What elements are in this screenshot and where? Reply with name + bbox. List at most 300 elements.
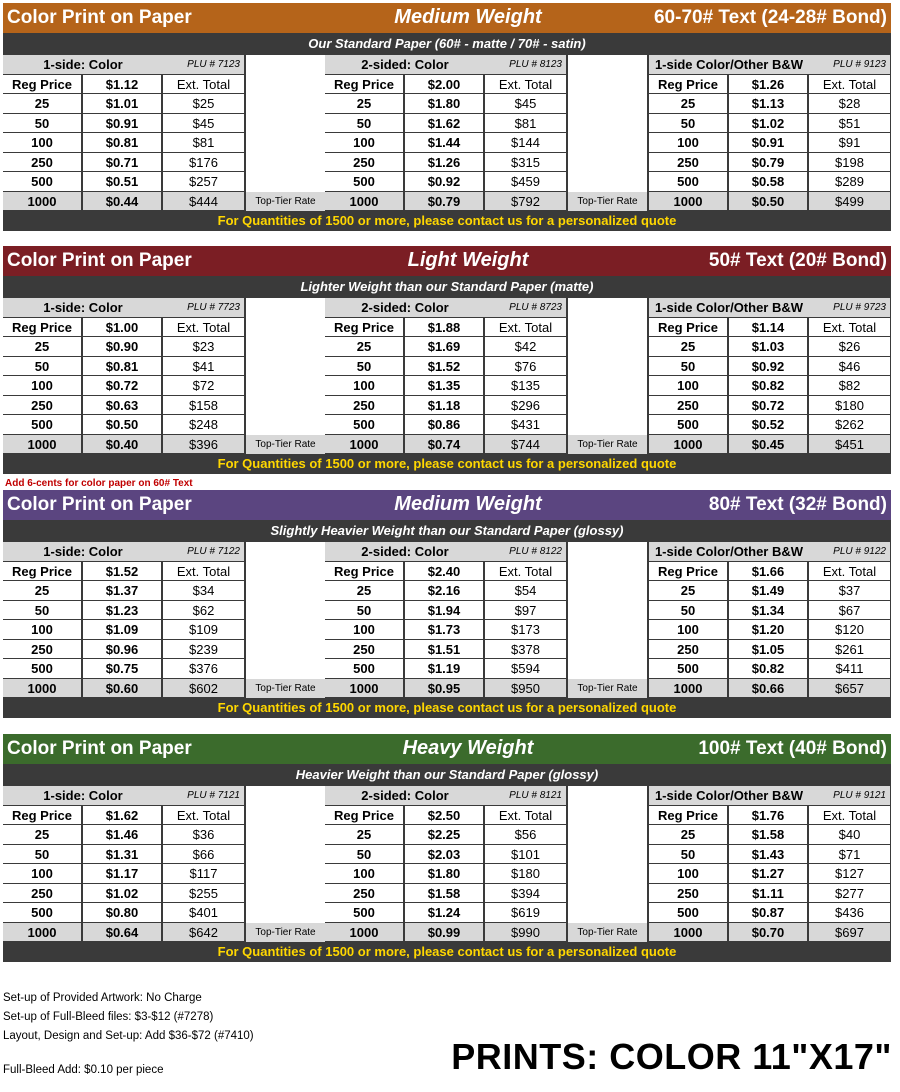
ext-total-cell: $56 xyxy=(514,827,537,842)
table-row xyxy=(649,94,890,114)
column-divider xyxy=(483,601,485,620)
price-table xyxy=(649,542,890,698)
quantity-cell: 250 xyxy=(31,397,53,413)
reg-price-label: Reg Price xyxy=(12,807,72,823)
price-table xyxy=(3,786,244,942)
table-name: 2-sided: Color xyxy=(361,57,449,72)
column-divider xyxy=(403,923,405,942)
ext-total-cell: $109 xyxy=(189,622,218,637)
quantity-cell: 250 xyxy=(353,885,375,901)
quantity-cell: 500 xyxy=(31,174,53,189)
quantity-cell: 250 xyxy=(353,641,375,657)
reg-price-label: Reg Price xyxy=(334,76,394,92)
price-table xyxy=(3,542,244,698)
column-divider xyxy=(81,114,83,133)
column-divider xyxy=(727,679,729,698)
price-table xyxy=(3,298,244,454)
table-row xyxy=(325,172,566,192)
ext-total-cell: $180 xyxy=(835,397,864,413)
plu-code: PLU # 7723 xyxy=(187,302,240,313)
plu-code: PLU # 9122 xyxy=(833,546,886,557)
quantity-cell: 250 xyxy=(677,154,699,170)
quote-notice: For Quantities of 1500 or more, please contact us for a personalized quote xyxy=(217,944,677,959)
column-divider xyxy=(483,337,485,356)
quantity-cell: 25 xyxy=(34,96,50,111)
price-table xyxy=(325,542,566,698)
column-divider xyxy=(727,337,729,356)
ext-total-cell: $26 xyxy=(838,339,861,354)
unit-price-cell: $1.19 xyxy=(427,661,461,676)
reg-price-label: Reg Price xyxy=(12,319,72,335)
table-header-row xyxy=(325,786,566,806)
table-row xyxy=(3,133,244,153)
reg-price-label: Reg Price xyxy=(658,319,718,335)
ext-total-cell: $296 xyxy=(511,397,540,413)
unit-price-cell: $0.79 xyxy=(427,193,461,209)
quantity-cell: 100 xyxy=(31,866,53,881)
table-row xyxy=(649,581,890,601)
column-divider xyxy=(403,679,405,698)
unit-price-cell: $0.95 xyxy=(427,680,461,696)
column-divider xyxy=(483,172,485,191)
ext-total-cell: $431 xyxy=(511,417,540,432)
unit-price-cell: $1.46 xyxy=(105,827,139,842)
table-header-row xyxy=(3,298,244,318)
column-divider xyxy=(403,94,405,113)
section-subtitle: Heavier Weight than our Standard Paper (glossy) xyxy=(295,767,599,782)
column-divider xyxy=(483,415,485,434)
ext-total-cell: $120 xyxy=(835,622,864,637)
table-header-row xyxy=(649,298,890,318)
column-divider xyxy=(727,415,729,434)
ext-total-cell: $697 xyxy=(835,924,864,940)
column-divider xyxy=(403,75,405,94)
ext-total-cell: $376 xyxy=(189,661,218,676)
ext-total-cell: $25 xyxy=(192,96,215,111)
quantity-cell: 50 xyxy=(680,846,696,862)
ext-total-label: Ext. Total xyxy=(498,319,553,335)
unit-price-cell: $0.72 xyxy=(105,378,139,393)
column-divider xyxy=(727,562,729,581)
column-divider xyxy=(727,601,729,620)
unit-price-cell: $0.72 xyxy=(751,397,785,413)
column-divider xyxy=(807,679,809,698)
unit-price-cell: $1.05 xyxy=(751,641,785,657)
column-divider xyxy=(81,864,83,883)
table-name: 1-side: Color xyxy=(43,57,123,72)
table-row xyxy=(325,620,566,640)
quantity-cell: 50 xyxy=(680,602,696,618)
unit-price-cell: $0.74 xyxy=(427,436,461,452)
column-divider xyxy=(81,903,83,922)
quantity-cell: 500 xyxy=(353,174,375,189)
quantity-cell: 25 xyxy=(680,339,696,354)
column-divider xyxy=(81,620,83,639)
table-row xyxy=(3,357,244,377)
column-divider xyxy=(161,562,163,581)
reg-price-row xyxy=(325,562,566,582)
table-row xyxy=(325,640,566,660)
column-divider xyxy=(81,357,83,376)
ext-total-cell: $436 xyxy=(835,905,864,920)
column-divider xyxy=(403,640,405,659)
table-row xyxy=(325,825,566,845)
unit-price-cell: $0.75 xyxy=(105,661,139,676)
section-title: Color Print on Paper xyxy=(7,494,192,515)
column-divider xyxy=(807,435,809,454)
table-row xyxy=(3,192,244,212)
column-divider xyxy=(807,153,809,172)
table-name: 1-side Color/Other B&W xyxy=(654,788,804,803)
reg-price-value: $1.62 xyxy=(105,807,139,823)
quantity-cell: 500 xyxy=(677,417,699,432)
table-header-row xyxy=(325,55,566,75)
ext-total-cell: $411 xyxy=(835,661,864,676)
quantity-cell: 100 xyxy=(31,378,53,393)
table-name: 2-sided: Color xyxy=(361,300,449,315)
unit-price-cell: $0.52 xyxy=(751,417,785,432)
top-tier-rate-label: Top-Tier Rate xyxy=(568,435,647,455)
column-divider xyxy=(727,825,729,844)
unit-price-cell: $0.82 xyxy=(751,661,785,676)
unit-price-cell: $2.25 xyxy=(427,827,461,842)
column-divider xyxy=(727,923,729,942)
quantity-cell: 100 xyxy=(677,622,699,637)
ext-total-cell: $76 xyxy=(514,358,537,374)
column-divider xyxy=(161,153,163,172)
table-gap xyxy=(246,786,325,942)
price-table xyxy=(3,55,244,211)
unit-price-cell: $1.09 xyxy=(105,622,139,637)
ext-total-cell: $144 xyxy=(511,135,540,150)
ext-total-cell: $401 xyxy=(189,905,218,920)
table-name: 2-sided: Color xyxy=(361,788,449,803)
paper-weight-label: Medium Weight xyxy=(394,6,542,28)
unit-price-cell: $1.02 xyxy=(105,885,139,901)
unit-price-cell: $0.87 xyxy=(751,905,785,920)
table-row xyxy=(649,884,890,904)
column-divider xyxy=(807,581,809,600)
reg-price-value: $1.26 xyxy=(751,76,785,92)
table-row xyxy=(3,679,244,699)
ext-total-cell: $642 xyxy=(189,924,218,940)
unit-price-cell: $1.52 xyxy=(427,358,461,374)
quantity-cell: 500 xyxy=(353,905,375,920)
ext-total-cell: $117 xyxy=(189,866,218,881)
footer-layout-design: Layout, Design and Set-up: Add $36-$72 (#7410) xyxy=(3,1030,254,1042)
table-gap xyxy=(568,786,647,942)
column-divider xyxy=(161,825,163,844)
table-header-row xyxy=(3,786,244,806)
reg-price-label: Reg Price xyxy=(334,319,394,335)
table-row xyxy=(325,133,566,153)
table-row xyxy=(3,114,244,134)
quantity-cell: 25 xyxy=(680,583,696,598)
table-row xyxy=(649,845,890,865)
ext-total-cell: $261 xyxy=(835,641,864,657)
reg-price-label: Reg Price xyxy=(658,807,718,823)
column-divider xyxy=(403,376,405,395)
price-section xyxy=(3,246,891,474)
ext-total-cell: $594 xyxy=(511,661,540,676)
column-divider xyxy=(81,318,83,337)
unit-price-cell: $1.13 xyxy=(751,96,785,111)
quantity-cell: 250 xyxy=(677,885,699,901)
table-row xyxy=(325,153,566,173)
column-divider xyxy=(403,153,405,172)
reg-price-value: $2.00 xyxy=(427,76,461,92)
section-subtitle: Lighter Weight than our Standard Paper (matte) xyxy=(300,279,594,294)
section-title: Color Print on Paper xyxy=(7,738,192,759)
footer-full-bleed-add: Full-Bleed Add: $0.10 per piece xyxy=(3,1064,164,1076)
quantity-cell: 1000 xyxy=(673,924,703,940)
unit-price-cell: $0.50 xyxy=(751,193,785,209)
column-divider xyxy=(727,357,729,376)
price-grid xyxy=(3,298,891,454)
column-divider xyxy=(161,659,163,678)
unit-price-cell: $1.43 xyxy=(751,846,785,862)
table-row xyxy=(3,581,244,601)
top-tier-rate-label: Top-Tier Rate xyxy=(246,679,325,699)
ext-total-cell: $459 xyxy=(511,174,540,189)
column-divider xyxy=(807,923,809,942)
column-divider xyxy=(403,415,405,434)
quantity-cell: 500 xyxy=(677,661,699,676)
unit-price-cell: $0.51 xyxy=(105,174,139,189)
quantity-cell: 50 xyxy=(680,358,696,374)
table-row xyxy=(649,640,890,660)
column-divider xyxy=(161,806,163,825)
reg-price-row xyxy=(649,562,890,582)
table-row xyxy=(325,845,566,865)
unit-price-cell: $1.17 xyxy=(105,866,139,881)
unit-price-cell: $1.34 xyxy=(751,602,785,618)
reg-price-label: Reg Price xyxy=(334,563,394,579)
unit-price-cell: $1.80 xyxy=(427,866,461,881)
column-divider xyxy=(483,75,485,94)
ext-total-label: Ext. Total xyxy=(822,76,877,92)
quantity-cell: 50 xyxy=(34,115,50,131)
table-row xyxy=(3,435,244,455)
unit-price-cell: $0.81 xyxy=(105,135,139,150)
column-divider xyxy=(403,192,405,211)
ext-total-cell: $54 xyxy=(514,583,537,598)
column-divider xyxy=(161,75,163,94)
quantity-cell: 50 xyxy=(356,602,372,618)
table-header-row xyxy=(3,542,244,562)
ext-total-cell: $950 xyxy=(511,680,540,696)
table-name: 2-sided: Color xyxy=(361,544,449,559)
unit-price-cell: $1.80 xyxy=(427,96,461,111)
price-grid xyxy=(3,542,891,698)
quantity-cell: 25 xyxy=(34,339,50,354)
table-row xyxy=(3,923,244,943)
table-row xyxy=(3,884,244,904)
quantity-cell: 25 xyxy=(680,827,696,842)
unit-price-cell: $0.64 xyxy=(105,924,139,940)
column-divider xyxy=(81,923,83,942)
ext-total-label: Ext. Total xyxy=(822,807,877,823)
quantity-cell: 50 xyxy=(34,602,50,618)
unit-price-cell: $0.82 xyxy=(751,378,785,393)
paper-weight-label: Heavy Weight xyxy=(402,737,534,759)
plu-code: PLU # 8121 xyxy=(509,790,562,801)
table-row xyxy=(325,923,566,943)
plu-code: PLU # 9123 xyxy=(833,59,886,70)
unit-price-cell: $1.62 xyxy=(427,115,461,131)
table-row xyxy=(3,620,244,640)
section-header xyxy=(3,734,891,764)
section-title: Color Print on Paper xyxy=(7,250,192,271)
ext-total-cell: $792 xyxy=(511,193,540,209)
ext-total-cell: $255 xyxy=(189,885,218,901)
paper-note: Add 6-cents for color paper on 60# Text xyxy=(5,478,193,489)
table-gap xyxy=(568,55,647,211)
paper-weight-label: Medium Weight xyxy=(394,493,542,515)
column-divider xyxy=(727,806,729,825)
quantity-cell: 50 xyxy=(356,846,372,862)
column-divider xyxy=(81,581,83,600)
reg-price-value: $1.52 xyxy=(105,563,139,579)
column-divider xyxy=(807,562,809,581)
table-row xyxy=(649,864,890,884)
section-subtitle: Slightly Heavier Weight than our Standard Paper (glossy) xyxy=(270,523,624,538)
table-row xyxy=(325,601,566,621)
unit-price-cell: $0.45 xyxy=(751,436,785,452)
ext-total-label: Ext. Total xyxy=(176,807,231,823)
unit-price-cell: $1.58 xyxy=(427,885,461,901)
column-divider xyxy=(483,640,485,659)
quantity-cell: 500 xyxy=(353,661,375,676)
column-divider xyxy=(483,94,485,113)
ext-total-cell: $176 xyxy=(189,154,218,170)
top-tier-rate-label: Top-Tier Rate xyxy=(246,435,325,455)
table-row xyxy=(325,659,566,679)
table-row xyxy=(325,192,566,212)
quantity-cell: 100 xyxy=(31,622,53,637)
column-divider xyxy=(161,845,163,864)
quantity-cell: 500 xyxy=(353,417,375,432)
reg-price-row xyxy=(325,318,566,338)
column-divider xyxy=(81,806,83,825)
column-divider xyxy=(807,192,809,211)
column-divider xyxy=(81,94,83,113)
column-divider xyxy=(403,659,405,678)
column-divider xyxy=(727,845,729,864)
column-divider xyxy=(161,864,163,883)
unit-price-cell: $1.49 xyxy=(751,583,785,598)
ext-total-label: Ext. Total xyxy=(822,319,877,335)
quantity-cell: 100 xyxy=(31,135,53,150)
quantity-cell: 500 xyxy=(31,905,53,920)
table-row xyxy=(649,153,890,173)
unit-price-cell: $0.81 xyxy=(105,358,139,374)
price-table xyxy=(325,298,566,454)
reg-price-row xyxy=(3,318,244,338)
column-divider xyxy=(807,357,809,376)
unit-price-cell: $1.27 xyxy=(751,866,785,881)
ext-total-label: Ext. Total xyxy=(822,563,877,579)
column-divider xyxy=(403,601,405,620)
column-divider xyxy=(807,337,809,356)
table-row xyxy=(325,357,566,377)
column-divider xyxy=(807,806,809,825)
table-row xyxy=(3,153,244,173)
column-divider xyxy=(807,415,809,434)
column-divider xyxy=(403,318,405,337)
ext-total-cell: $34 xyxy=(192,583,215,598)
column-divider xyxy=(483,806,485,825)
column-divider xyxy=(403,114,405,133)
column-divider xyxy=(81,415,83,434)
quantity-cell: 250 xyxy=(353,397,375,413)
quantity-cell: 25 xyxy=(356,96,372,111)
price-section xyxy=(3,3,891,231)
table-name: 1-side: Color xyxy=(43,788,123,803)
column-divider xyxy=(727,192,729,211)
column-divider xyxy=(81,133,83,152)
column-divider xyxy=(727,435,729,454)
reg-price-value: $1.66 xyxy=(751,563,785,579)
price-grid xyxy=(3,786,891,942)
quantity-cell: 50 xyxy=(34,846,50,862)
table-row xyxy=(649,133,890,153)
ext-total-cell: $990 xyxy=(511,924,540,940)
column-divider xyxy=(403,337,405,356)
column-divider xyxy=(727,659,729,678)
column-divider xyxy=(81,562,83,581)
unit-price-cell: $1.23 xyxy=(105,602,139,618)
ext-total-cell: $657 xyxy=(835,680,864,696)
unit-price-cell: $0.50 xyxy=(105,417,139,432)
table-row xyxy=(3,396,244,416)
quantity-cell: 1000 xyxy=(349,193,379,209)
unit-price-cell: $1.31 xyxy=(105,846,139,862)
table-row xyxy=(325,679,566,699)
quantity-cell: 25 xyxy=(356,339,372,354)
unit-price-cell: $1.11 xyxy=(752,885,784,901)
paper-spec-label: 50# Text (20# Bond) xyxy=(708,250,887,271)
ext-total-cell: $499 xyxy=(835,193,864,209)
column-divider xyxy=(81,845,83,864)
quantity-cell: 50 xyxy=(34,358,50,374)
column-divider xyxy=(161,923,163,942)
column-divider xyxy=(483,562,485,581)
table-row xyxy=(649,337,890,357)
column-divider xyxy=(81,825,83,844)
column-divider xyxy=(403,825,405,844)
column-divider xyxy=(81,884,83,903)
quantity-cell: 500 xyxy=(31,661,53,676)
table-row xyxy=(325,435,566,455)
quantity-cell: 250 xyxy=(677,641,699,657)
ext-total-cell: $62 xyxy=(192,602,215,618)
column-divider xyxy=(161,903,163,922)
quantity-cell: 100 xyxy=(353,622,375,637)
reg-price-row xyxy=(649,318,890,338)
table-row xyxy=(3,845,244,865)
ext-total-cell: $262 xyxy=(835,417,864,432)
table-row xyxy=(325,376,566,396)
reg-price-value: $2.40 xyxy=(427,563,461,579)
table-header-row xyxy=(649,542,890,562)
column-divider xyxy=(483,845,485,864)
column-divider xyxy=(807,75,809,94)
column-divider xyxy=(403,806,405,825)
column-divider xyxy=(403,845,405,864)
column-divider xyxy=(807,620,809,639)
unit-price-cell: $0.80 xyxy=(105,905,139,920)
